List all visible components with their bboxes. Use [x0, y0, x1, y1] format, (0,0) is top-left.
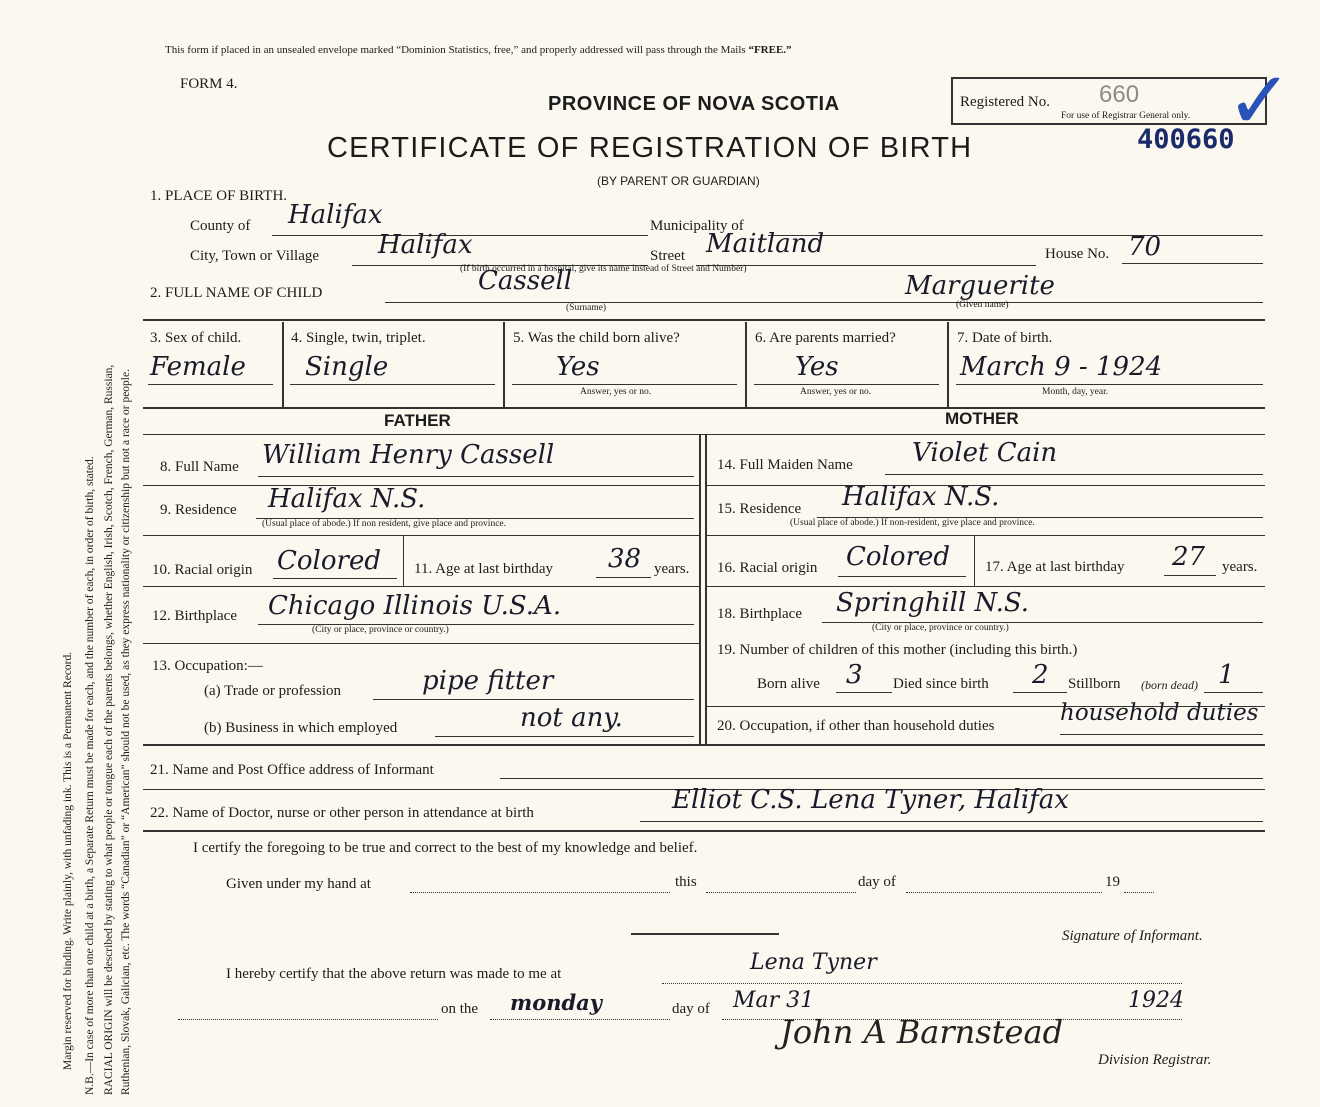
mother-occupation-value: household duties: [1060, 700, 1259, 726]
father-business-label: (b) Business in which employed: [204, 720, 398, 736]
house-number-label: House No.: [1045, 246, 1110, 262]
plurality-label: 4. Single, twin, triplet.: [291, 330, 426, 346]
mother-age-label: 17. Age at last birthday: [985, 559, 1125, 575]
informant-label: 21. Name and Post Office address of Informant: [150, 762, 434, 778]
street-value: Maitland: [706, 229, 825, 259]
street-label: Street: [650, 248, 685, 264]
stillborn-value: 1: [1218, 660, 1235, 690]
informant-signature-label: Signature of Informant.: [1062, 928, 1203, 944]
certify-statement: I certify the foregoing to be true and correct to the best of my knowledge and belief.: [193, 840, 698, 856]
side-note-multiple-births: N.B.—In case of more than one child at a birth, a Separate Return must be made for each, and the number of each, in order of birth, stated.: [84, 456, 96, 1095]
mail-notice-text: This form if placed in an unsealed envelope marked “Dominion Statistics, free,” and properly addressed will pass through the Mails: [165, 44, 746, 56]
registrar-signature: John A Barnstead: [780, 1013, 1064, 1051]
municipality-label: Municipality of: [650, 218, 744, 234]
page-subtitle: (BY PARENT OR GUARDIAN): [597, 174, 760, 188]
mother-children-label: 19. Number of children of this mother (including this birth.): [717, 642, 1078, 658]
hospital-note: (If birth occurred in a hospital, give its name instead of Street and Number): [460, 264, 747, 274]
mother-name-label: 14. Full Maiden Name: [717, 457, 853, 473]
date-of-birth-label: 7. Date of birth.: [957, 330, 1053, 346]
place-section-label: 1. PLACE OF BIRTH.: [150, 188, 288, 204]
day-of-2-label: day of: [672, 1001, 710, 1017]
mother-birthplace-label: 18. Birthplace: [717, 606, 802, 622]
born-alive-label: 5. Was the child born alive?: [513, 330, 680, 346]
sex-label: 3. Sex of child.: [150, 330, 242, 346]
father-residence-label: 9. Residence: [160, 502, 237, 518]
given-name-caption: (Given name): [956, 300, 1009, 310]
stamped-number: 400660: [1137, 124, 1235, 155]
father-occupation-label: 13. Occupation:—: [152, 658, 263, 674]
return-made-value: Lena Tyner: [750, 950, 877, 975]
father-age-label: 11. Age at last birthday: [414, 561, 553, 577]
mail-notice: [165, 44, 792, 56]
province-heading: PROVINCE OF NOVA SCOTIA: [548, 93, 840, 115]
sex-value: Female: [150, 352, 246, 382]
year-prefix: 19: [1105, 874, 1120, 890]
day-of-2-value: Mar 31: [733, 988, 815, 1013]
attendant-value: Elliot C.S. Lena Tyner, Halifax: [672, 785, 1069, 815]
on-the-label: on the: [441, 1001, 479, 1017]
mother-race-label: 16. Racial origin: [717, 560, 818, 576]
city-label: City, Town or Village: [190, 248, 320, 264]
attendant-label: 22. Name of Doctor, nurse or other person in attendance at birth: [150, 805, 534, 821]
city-value: Halifax: [378, 230, 473, 260]
father-race-label: 10. Racial origin: [152, 562, 253, 578]
parents-married-value: Yes: [795, 352, 839, 382]
parents-married-caption: Answer, yes or no.: [800, 387, 872, 397]
mother-name-value: Violet Cain: [912, 438, 1058, 468]
mail-notice-free: “FREE.”: [748, 44, 792, 56]
on-the-value: monday: [510, 990, 602, 1015]
mother-age-unit: years.: [1222, 559, 1258, 575]
died-count-value: 2: [1032, 660, 1049, 690]
mother-residence-caption: (Usual place of abode.) If non-resident, give place and province.: [790, 518, 1035, 528]
child-surname-value: Cassell: [478, 266, 573, 296]
stillborn-label: Stillborn: [1068, 676, 1121, 692]
mother-race-value: Colored: [846, 542, 950, 572]
side-note-racial-origin-1: RACIAL ORIGIN will be described by stating to what people or tongue each of the parents belongs, whether English, Irish, Scotch, French, German, Russian,: [103, 364, 115, 1095]
registrar-note: For use of Registrar General only.: [1061, 111, 1191, 121]
father-trade-label: (a) Trade or profession: [204, 683, 342, 699]
born-alive-count-label: Born alive: [757, 676, 820, 692]
county-value: Halifax: [288, 200, 383, 230]
mother-heading: MOTHER: [945, 409, 1019, 428]
father-residence-value: Halifax N.S.: [268, 484, 426, 514]
born-alive-count-value: 3: [846, 660, 863, 690]
side-note-racial-origin-2: Ruthenian, Slovak, Galician, etc. The words “Canadian” or “American” should not be used, as they express nationality or citizenship but not a race or people.: [120, 369, 132, 1095]
stillborn-caption: (born dead): [1141, 678, 1198, 692]
father-name-value: William Henry Cassell: [262, 440, 555, 470]
side-note-binding: Margin reserved for binding. Write plainly, with unfading ink. This is a Permanent Record.: [62, 651, 74, 1070]
registered-label: Registered No.: [960, 94, 1050, 110]
registered-value: 660: [1099, 81, 1140, 108]
father-birthplace-label: 12. Birthplace: [152, 608, 237, 624]
born-alive-value: Yes: [556, 352, 600, 382]
father-name-label: 8. Full Name: [160, 459, 239, 475]
father-birthplace-caption: (City or place, province or country.): [312, 625, 449, 635]
mother-birthplace-caption: (City or place, province or country.): [872, 623, 1009, 633]
this-label: this: [675, 874, 697, 890]
surname-caption: (Surname): [566, 303, 607, 313]
given-at-label: Given under my hand at: [226, 876, 371, 892]
house-number-value: 70: [1128, 232, 1162, 262]
day-of-label: day of: [858, 874, 896, 890]
mother-age-value: 27: [1172, 542, 1206, 572]
form-number: FORM 4.: [180, 76, 238, 92]
registered-box: [951, 77, 1267, 125]
plurality-value: Single: [305, 352, 389, 382]
father-age-value: 38: [608, 544, 642, 574]
registrar-label: Division Registrar.: [1098, 1052, 1212, 1068]
year-2-value: 1924: [1128, 988, 1184, 1013]
page-title: CERTIFICATE OF REGISTRATION OF BIRTH: [327, 132, 973, 164]
father-residence-caption: (Usual place of abode.) If non resident, give place and province.: [262, 519, 506, 529]
mother-birthplace-value: Springhill N.S.: [836, 588, 1030, 618]
father-heading: FATHER: [384, 411, 451, 430]
father-birthplace-value: Chicago Illinois U.S.A.: [268, 591, 562, 621]
father-age-unit: years.: [654, 561, 690, 577]
father-trade-value: pipe fitter: [422, 666, 554, 696]
check-mark-icon: ✓: [1226, 58, 1294, 146]
parents-married-label: 6. Are parents married?: [755, 330, 896, 346]
mother-occupation-label: 20. Occupation, if other than household duties: [717, 718, 995, 734]
child-given-name-value: Marguerite: [905, 271, 1055, 301]
died-count-label: Died since birth: [893, 676, 989, 692]
mother-residence-label: 15. Residence: [717, 501, 802, 517]
date-of-birth-value: March 9 - 1924: [960, 352, 1163, 382]
county-label: County of: [190, 218, 251, 234]
return-made-label: I hereby certify that the above return was made to me at: [226, 966, 562, 982]
mother-residence-value: Halifax N.S.: [842, 482, 1000, 512]
father-business-value: not any.: [520, 703, 623, 733]
born-alive-caption: Answer, yes or no.: [580, 387, 652, 397]
informant-signature-line: [631, 933, 779, 935]
father-race-value: Colored: [277, 546, 381, 576]
date-of-birth-caption: Month, day, year.: [1042, 387, 1109, 397]
child-name-label: 2. FULL NAME OF CHILD: [150, 285, 323, 301]
